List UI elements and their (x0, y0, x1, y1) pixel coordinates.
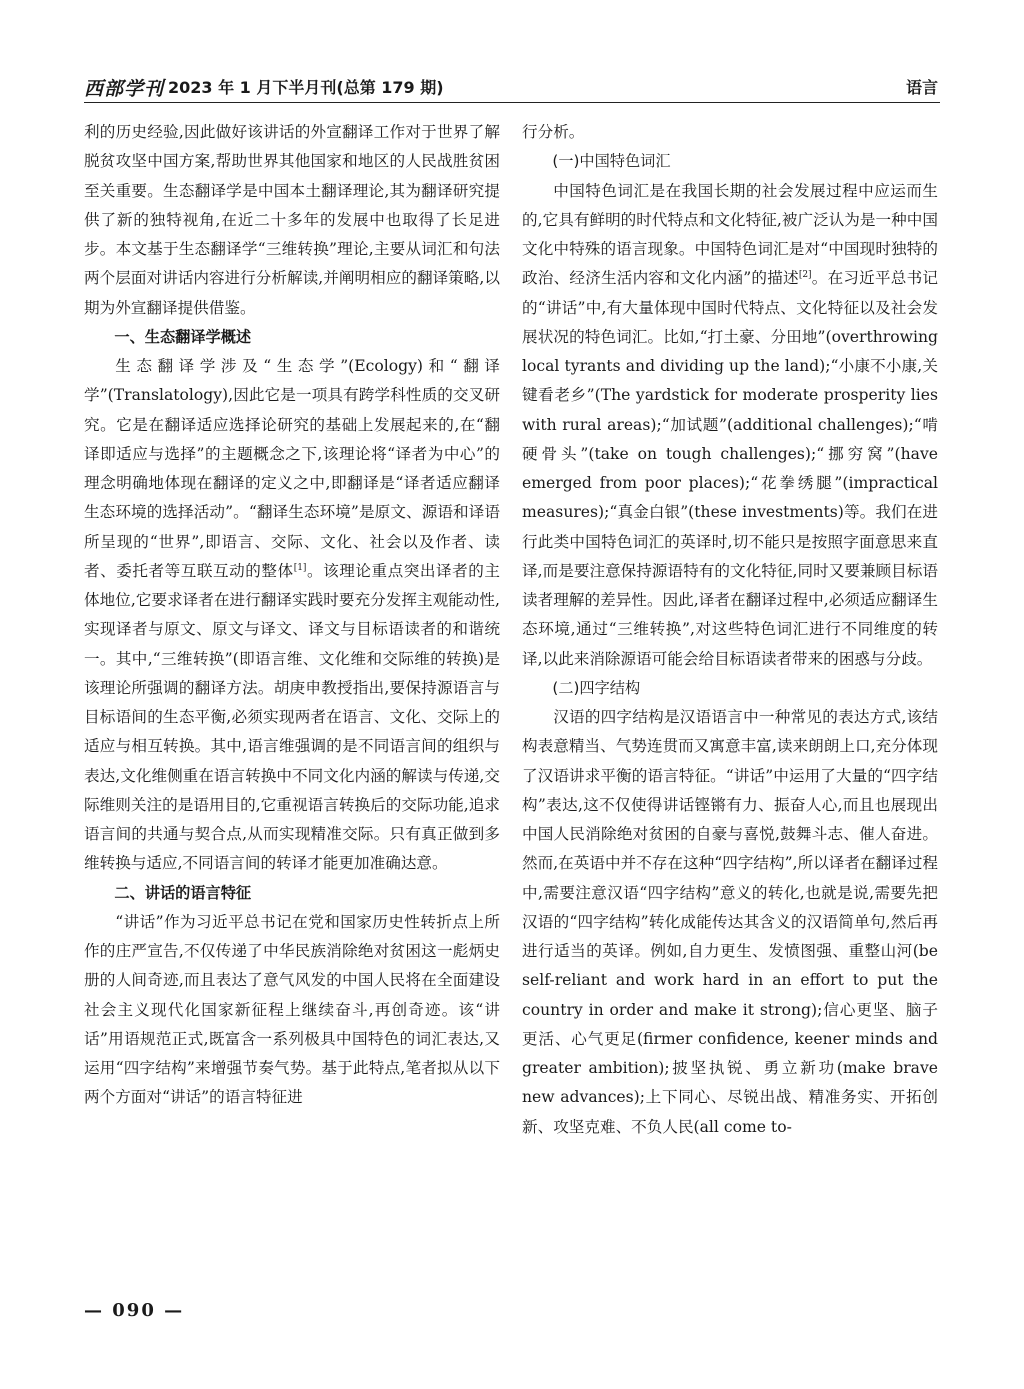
section-label: 语言 (905, 78, 938, 97)
reference-marker: [1] (293, 562, 307, 573)
paragraph-text: 生态翻译学涉及“生态学”(Ecology)和“翻译学”(Translatology),因此它是一项具有跨学科性质的交叉研究。它是在翻译适应选择论研究的基础上发展起来的,在“翻译即适应与选择”的主题概念之下,该理论将“译者为中心”的理念明确地体现在翻译的定义之中,即翻译是“译者适应翻译生态环境的选择活动”。“翻译生态环境”是原文、源语和译语所呈现的“世界”,即语言、交际、文化、社会以及作者、读者、委托者等互联互动的整体 (84, 357, 500, 580)
paragraph-intro: 利的历史经验,因此做好该讲话的外宣翻译工作对于世界了解脱贫攻坚中国方案,帮助世界其他国家和地区的人民战胜贫困至关重要。生态翻译学是中国本土翻译理论,其为翻译研究提供了新的独特视角,在近二十多年的发展中也取得了长足进步。本文基于生态翻译学“三维转换”理论,主要从词汇和句法两个层面对讲话内容进行分析解读,并阐明相应的翻译策略,以期为外宣翻译提供借鉴。 (84, 123, 500, 317)
reference-marker: [2] (798, 270, 812, 281)
section-heading-2: 二、讲话的语言特征 (114, 883, 252, 902)
journal-logo: 西部学刊 (84, 78, 165, 100)
paragraph-text: 。该理论重点突出译者的主体地位,它要求译者在进行翻译实践时要充分发挥主观能动性,实现译者与原文、原文与译文、译文与目标语读者的和谐统一。其中,“三维转换”(即语言维、文化维和交际维的转换)是该理论所强调的翻译方法。胡庚申教授指出,要保持源语言与目标语间的生态平衡,必须实现两者在语言、文化、交际上的适应与相互转换。其中,语言维强调的是不同语言间的组织与表达,文化维侧重在语言转换中不同文化内涵的解读与传递,交际维则关注的是语用目的,它重视语言转换后的交际功能,追求语言间的共通与契合点,从而实现精准交际。只有真正做到多维转换与适应,不同语言间的转译才能更加准确达意。 (84, 561, 500, 873)
issue-info: 2023 年 1 月下半月刊(总第 179 期) (168, 78, 444, 97)
subsection-heading-a: (一)中国特色词汇 (552, 152, 671, 171)
left-column (84, 118, 500, 1113)
right-column (522, 118, 938, 1142)
page-number: — 090 — (84, 1300, 185, 1321)
paragraph-speech-features: “讲话”作为习近平总书记在党和国家历史性转折点上所作的庄严宣告,不仅传递了中华民族消除绝对贫困这一彪炳史册的人间奇迹,而且表达了意气风发的中国人民将在全面建设社会主义现代化国家新征程上继续奋斗,再创奇迹。该“讲话”用语规范正式,既富含一系列极具中国特色的词汇表达,又运用“四字结构”来增强节奏气势。基于此特点,笔者拟从以下两个方面对“讲话”的语言特征进 (84, 912, 500, 1107)
paragraph-eco-translatology (84, 352, 500, 879)
paragraph-continued: 行分析。 (522, 123, 585, 141)
running-header (84, 70, 940, 103)
section-heading-1: 一、生态翻译学概述 (114, 327, 252, 346)
subsection-heading-b: (二)四字结构 (552, 678, 641, 697)
paragraph-four-character-structure: 汉语的四字结构是汉语语言中一种常见的表达方式,该结构表意精当、气势连贯而又寓意丰富,读来朗朗上口,充分体现了汉语讲求平衡的语言特征。“讲话”中运用了大量的“四字结构”表达,这不仅使得讲话铿锵有力、振奋人心,而且也展现出中国人民消除绝对贫困的自豪与喜悦,鼓舞斗志、催人奋进。然而,在英语中并不存在这种“四字结构”,所以译者在翻译过程中,需要注意汉语“四字结构”意义的转化,也就是说,需要先把汉语的“四字结构”转化成能传达其含义的汉语简单句,然后再进行适当的英译。例如,自力更生、发愤图强、重整山河(be self-reliant and work hard in an effort to put the country in order and make it strong);信心更坚、脑子更活、心气更足(firmer confidence, keener minds and greater ambition);披坚执锐、勇立新功(make brave new advances);上下同心、尽锐出战、精准务实、开拓创新、攻坚克难、不负人民(all come to- (522, 708, 938, 1136)
paragraph-text: 中国特色词汇是在我国长期的社会发展过程中应运而生的,它具有鲜明的时代特点和文化特征,被广泛认为是一种中国文化中特殊的语言现象。中国特色词汇是对“中国现时独特的政治、经济生活内容和文化内涵”的描述 (522, 181, 938, 288)
paragraph-text: 。在习近平总书记的“讲话”中,有大量体现中国时代特点、文化特征以及社会发展状况的特色词汇。比如,“打土豪、分田地”(overthrowing local tyrants and dividing up the land);“小康不小康,关键看老乡”(The yardstick for moderate prosperity lies with rural areas);“加试题”(additional challenges);“啃硬骨头”(take on tough challenges);“挪穷窝”(have emerged from poor places);“花拳绣腿”(impractical measures);“真金白银”(these investments)等。我们在进行此类中国特色词汇的英译时,切不能只是按照字面意思来直译,而是要注意保持源语特有的文化特征,同时又要兼顾目标语读者理解的差异性。因此,译者在翻译过程中,必须适应翻译生态环境,通过“三维转换”,对这些特色词汇进行不同维度的转译,以此来消除源语可能会给目标语读者带来的困惑与分歧。 (522, 269, 938, 668)
paragraph-chinese-characteristic-words (522, 177, 938, 674)
